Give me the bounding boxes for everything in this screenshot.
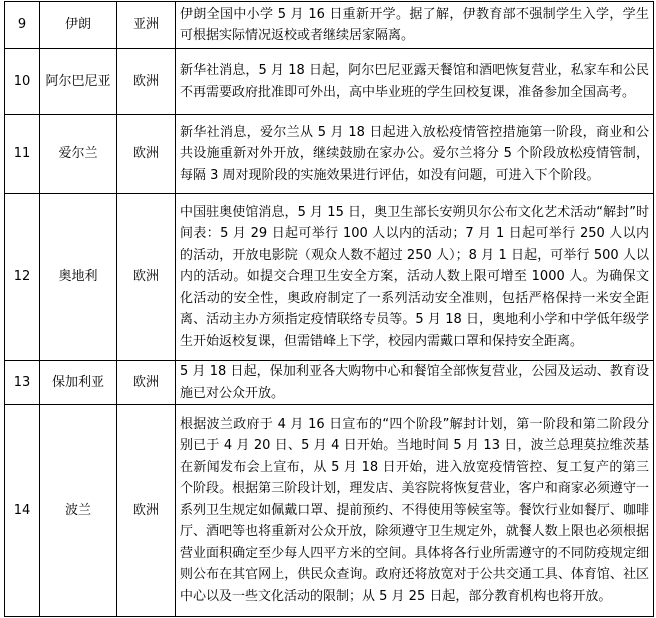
row-number: 10 — [5, 49, 40, 115]
region-name: 欧洲 — [117, 405, 176, 617]
country-name: 阿尔巴尼亚 — [40, 49, 117, 115]
table-row — [5, 361, 654, 405]
region-name: 欧洲 — [117, 115, 176, 194]
table-row — [5, 194, 654, 361]
table-row — [5, 2, 654, 49]
table-row — [5, 405, 654, 617]
row-number: 9 — [5, 2, 40, 49]
region-name: 亚洲 — [117, 2, 176, 49]
table-row — [5, 49, 654, 115]
measure-description: 5 月 18 日起，保加利亚各大购物中心和餐馆全部恢复营业，公园及运动、教育设施已对公众开放。 — [176, 361, 654, 405]
country-name: 波兰 — [40, 405, 117, 617]
row-number: 13 — [5, 361, 40, 405]
region-name: 欧洲 — [117, 361, 176, 405]
table-row — [5, 115, 654, 194]
measure-description: 伊朗全国中小学 5 月 16 日重新开学。据了解，伊教育部不强制学生入学，学生可根据实际情况返校或者继续居家隔离。 — [176, 2, 654, 49]
measure-description: 新华社消息，5 月 18 日起，阿尔巴尼亚露天餐馆和酒吧恢复营业，私家车和公民不再需要政府批准即可外出，高中毕业班的学生回校复课，准备参加全国高考。 — [176, 49, 654, 115]
measure-description: 新华社消息，爱尔兰从 5 月 18 日起进入放松疫情管控措施第一阶段，商业和公共设施重新对外开放，继续鼓励在家办公。爱尔兰将分 5 个阶段放松疫情管制，每隔 3 周对现阶段的实施效果进行评估，如没有问题，可进入下个阶段。 — [176, 115, 654, 194]
country-name: 保加利亚 — [40, 361, 117, 405]
country-name: 爱尔兰 — [40, 115, 117, 194]
measure-description: 中国驻奥使馆消息，5 月 15 日，奥卫生部长安朔贝尔公布文化艺术活动“解封”时间表：5 月 29 日起可举行 100 人以内的活动；7 月 1 日起可举行 250 人以内的活动，开放电影院（观众人数不超过 250 人）；8 月 1 日起，可举行 500 人以内的活动。如提交合理卫生安全方案，活动人数上限可增至 1000 人。为确保文化活动的安全性，奥政府制定了一系列活动安全准则，包括严格保持一米安全距离、活动主办方须指定疫情联络专员等。5 月 18 日，奥地利小学和中学低年级学生开始返校复课，但需错峰上下学，校园内需戴口罩和保持安全距离。 — [176, 194, 654, 361]
country-name: 奥地利 — [40, 194, 117, 361]
region-name: 欧洲 — [117, 194, 176, 361]
measure-description: 根据波兰政府于 4 月 16 日宣布的“四个阶段”解封计划，第一阶段和第二阶段分别已于 4 月 20 日、5 月 4 日开始。当地时间 5 月 13 日，波兰总理莫拉维茨基在新闻发布会上宣布，从 5 月 18 日开始，进入放宽疫情管控、复工复产的第三个阶段。根据第三阶段计划，理发店、美容院将恢复营业，客户和商家必须遵守一系列卫生规定如佩戴口罩、提前预约、不得使用等候室等。餐饮行业如餐厅、咖啡厅、酒吧等也将重新对公众开放，除须遵守卫生规定外，就餐人数上限也必须根据营业面积确定至少每人四平方米的空间。具体将各行业所需遵守的不同防疫规定细则公布在其官网上，供民众查询。政府还将放宽对于公共交通工具、体育馆、社区中心以及一些文化活动的限制；从 5 月 25 日起，部分教育机构也将开放。 — [176, 405, 654, 617]
row-number: 14 — [5, 405, 40, 617]
country-name: 伊朗 — [40, 2, 117, 49]
row-number: 11 — [5, 115, 40, 194]
region-name: 欧洲 — [117, 49, 176, 115]
row-number: 12 — [5, 194, 40, 361]
measures-table — [4, 1, 654, 617]
